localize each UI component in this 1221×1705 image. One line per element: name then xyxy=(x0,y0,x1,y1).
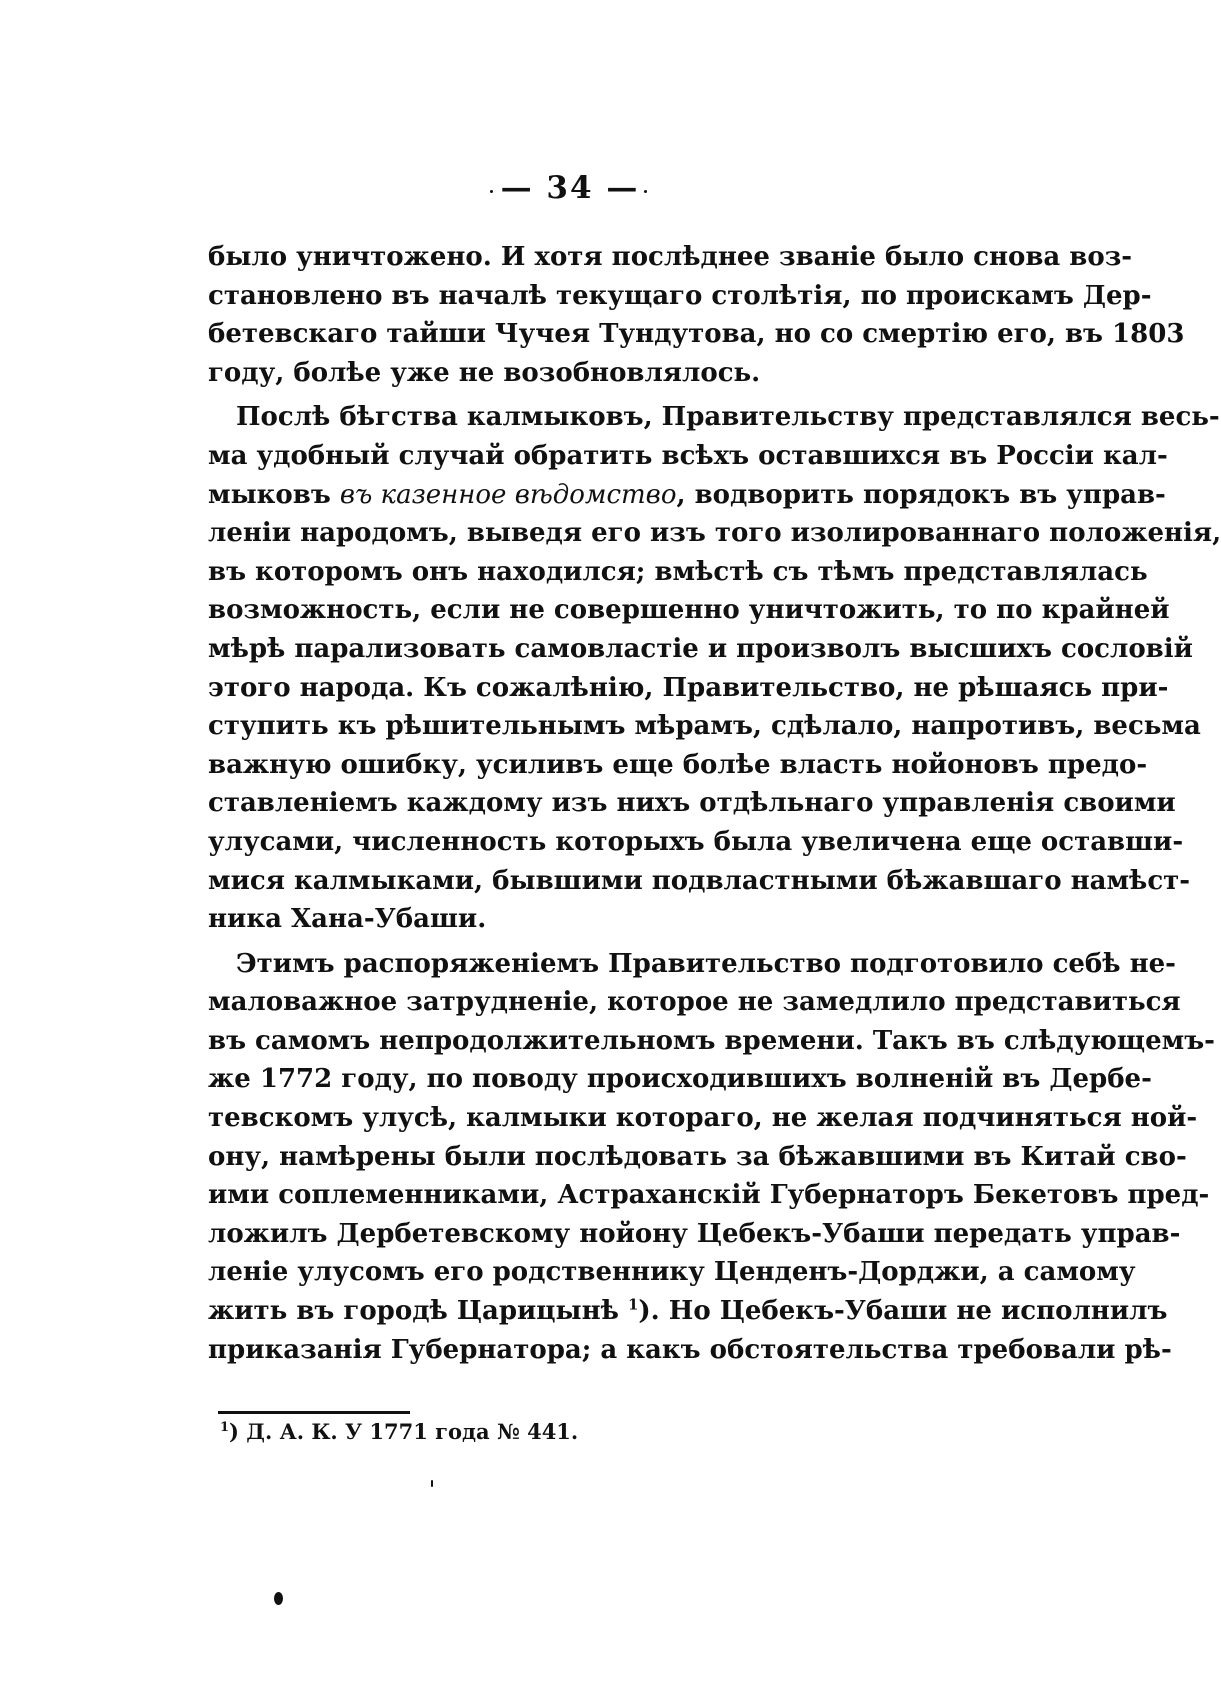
ink-speck xyxy=(644,190,647,193)
text-line: леніе улусомъ его родственнику Ценденъ-Дорджи, а самому xyxy=(208,1257,1136,1288)
text-line: ма удобный случай обратить всѣхъ оставшихся въ Россіи кал- xyxy=(208,440,1168,471)
text-line: возможность, если не совершенно уничтожить, то по крайней xyxy=(208,595,1170,626)
text-line: улусами, численность которыхъ была увеличена еще оставши- xyxy=(208,826,1184,857)
text-line: становлено въ началѣ текущаго столѣтія, по проискамъ Дер- xyxy=(208,280,1152,311)
text-segment: жить въ городѣ Царицынѣ xyxy=(208,1296,628,1327)
text-segment: мыковъ xyxy=(208,479,340,510)
text-line: ступить къ рѣшительнымъ мѣрамъ, сдѣлало, напротивъ, весьма xyxy=(208,711,1201,742)
text-line: Послѣ бѣгства калмыковъ, Правительству представлялся весь- xyxy=(236,402,1220,433)
footnote-reference: 1 xyxy=(627,1295,639,1314)
ink-speck xyxy=(274,1592,283,1605)
text-line: въ самомъ непродолжительномъ времени. Такъ въ слѣдующемъ- xyxy=(208,1025,1215,1056)
text-line: ону, намѣрены были послѣдовать за бѣжавшими въ Китай сво- xyxy=(208,1141,1187,1172)
text-line: леніи народомъ, выведя его изъ того изолированнаго положенія, xyxy=(208,518,1221,549)
text-line: бетевскаго тайши Чучея Тундутова, но со смертію его, въ 1803 xyxy=(208,319,1185,350)
text-line: было уничтожено. И хотя послѣднее званіе было снова воз- xyxy=(208,242,1133,272)
body-text xyxy=(208,238,1221,1369)
footnote-marker: 1 xyxy=(220,1420,230,1435)
text-line xyxy=(208,1292,1168,1331)
text-line: ставленіемъ каждому изъ нихъ отдѣльнаго управленія своими xyxy=(208,788,1176,819)
text-line: году, болѣе уже не возобновлялось. xyxy=(208,357,761,388)
text-line: Этимъ распоряженіемъ Правительство подготовило себѣ не- xyxy=(236,948,1176,979)
footnote-text: ) Д. А. К. У 1771 года № 441. xyxy=(229,1419,579,1444)
text-line: мѣрѣ парализовать самовластіе и произволъ высшихъ сословій xyxy=(208,633,1193,664)
text-line: въ которомъ онъ находился; вмѣстѣ съ тѣмъ представлялась xyxy=(208,556,1148,587)
text-line: мися калмыками, бывшими подвластными бѣжавшаго намѣст- xyxy=(208,865,1191,896)
ink-speck xyxy=(431,1480,433,1487)
text-line: ими соплеменниками, Астраханскій Губернаторъ Бекетовъ пред- xyxy=(208,1180,1210,1211)
text-line: приказанія Губернатора; а какъ обстоятельства требовали рѣ- xyxy=(208,1334,1172,1365)
text-segment: ). Но Цебекъ-Убаши не исполнилъ xyxy=(638,1296,1168,1327)
footnote xyxy=(220,1402,920,1462)
text-line: ника Хана-Убаши. xyxy=(208,904,487,935)
page-number: — 34 — xyxy=(500,170,640,206)
text-line: важную ошибку, усиливъ еще болѣе власть нойоновъ предо- xyxy=(208,749,1148,780)
text-line: тевскомъ улусѣ, калмыки котораго, не желая подчиняться ной- xyxy=(208,1103,1198,1134)
text-line: этого народа. Къ сожалѣнію, Правительство, не рѣшаясь при- xyxy=(208,672,1169,703)
text-line: ложилъ Дербетевскому нойону Цебекъ-Убаши передать управ- xyxy=(208,1218,1181,1249)
ink-speck xyxy=(490,190,493,193)
text-line: же 1772 году, по поводу происходившихъ волненій въ Дербе- xyxy=(208,1064,1152,1095)
italic-phrase: въ казенное вѣдомство xyxy=(339,479,677,510)
text-segment: , водворить порядокъ въ управ- xyxy=(676,479,1166,510)
text-line: маловажное затрудненіе, которое не замедлило представиться xyxy=(208,987,1181,1018)
text-line xyxy=(208,476,1166,515)
